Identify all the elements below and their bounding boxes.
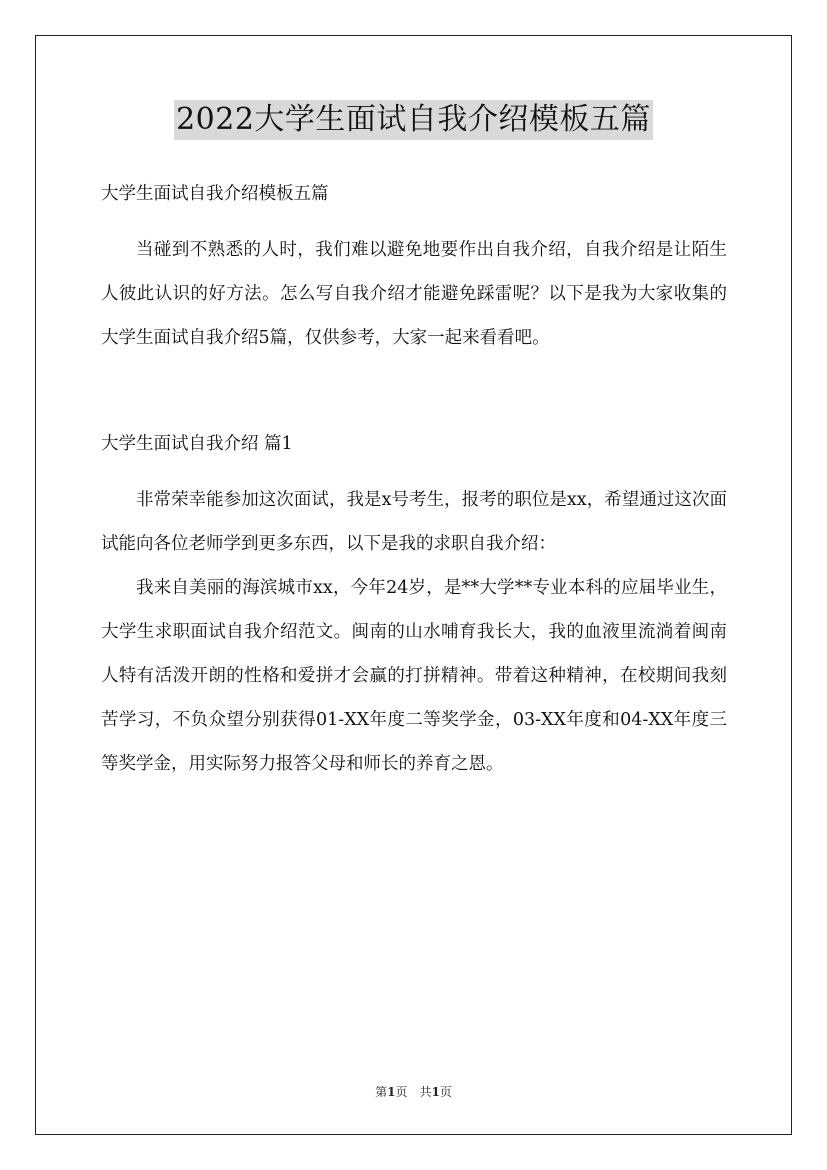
total-prefix: 共 — [419, 1085, 432, 1099]
section-heading-1: 大学生面试自我介绍 篇1 — [101, 434, 293, 454]
total-suffix: 页 — [439, 1085, 452, 1099]
page-footer — [0, 1083, 827, 1101]
title-container — [0, 100, 827, 140]
total-pages: 1 — [431, 1085, 440, 1099]
section-1-paragraph-2: 我来自美丽的海滨城市xx，今年24岁，是**大学**专业本科的应届毕业生，大学生求职面试自我介绍范文。闽南的山水哺育我长大，我的血液里流淌着闽南人特有活泼开朗的性格和爱拼才会赢的打拼精神。带着这种精神，在校期间我刻苦学习，不负众望分别获得01-XX年度二等奖学金，03-XX年度和04-XX年度三等奖学金，用实际努力报答父母和师长的养育之恩。 — [101, 578, 727, 774]
section-1-paragraph-1: 非常荣幸能参加这次面试，我是x号考生，报考的职位是xx，希望通过这次面试能向各位老师学到更多东西，以下是我的求职自我介绍： — [101, 490, 727, 554]
page-prefix: 第 — [375, 1085, 388, 1099]
intro-heading: 大学生面试自我介绍模板五篇 — [101, 184, 329, 204]
document-title: 2022大学生面试自我介绍模板五篇 — [174, 100, 653, 140]
intro-paragraph: 当碰到不熟悉的人时，我们难以避免地要作出自我介绍，自我介绍是让陌生人彼此认识的好方法。怎么写自我介绍才能避免踩雷呢？以下是我为大家收集的大学生面试自我介绍5篇，仅供参考，大家一起来看看吧。 — [101, 240, 727, 348]
page-suffix: 页 — [395, 1085, 408, 1099]
page-number: 1 — [387, 1085, 396, 1099]
document-body — [101, 172, 727, 786]
